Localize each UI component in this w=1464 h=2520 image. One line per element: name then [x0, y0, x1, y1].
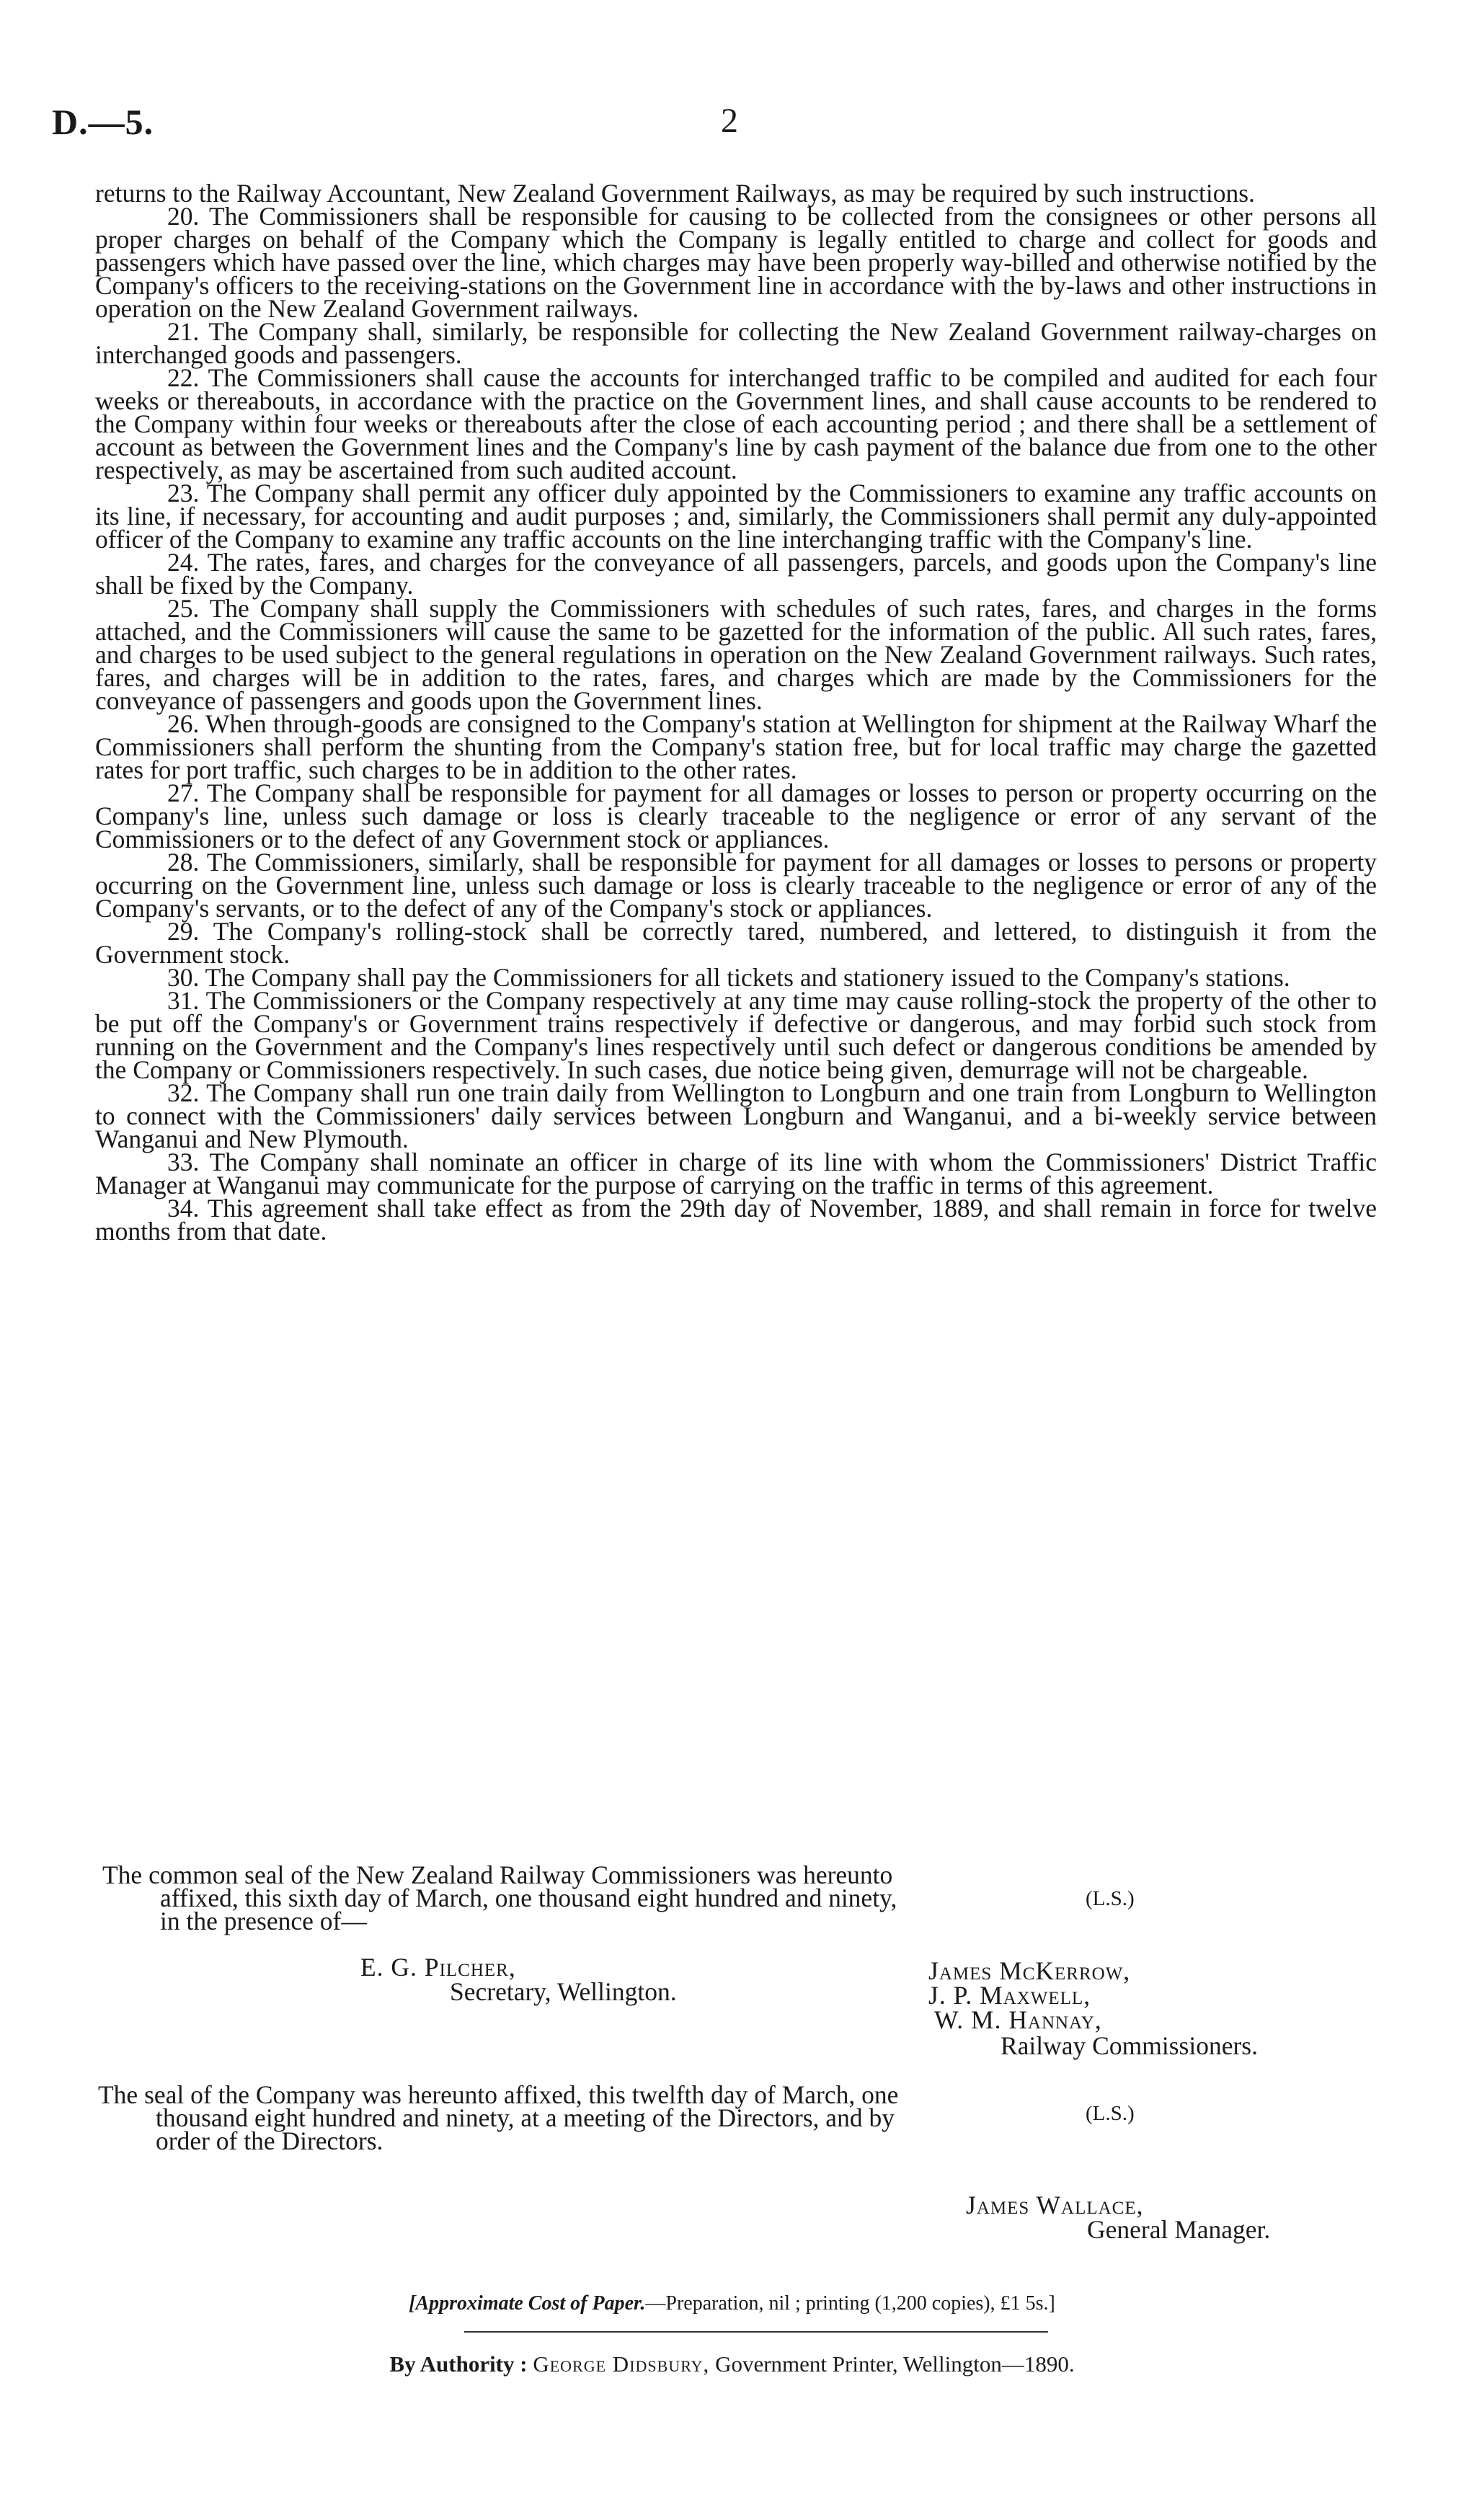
clause-32: 32. The Company shall run one train daily from Wellington to Longburn and one train from Longburn to Wellington to connect with the Commissioners' daily services between Longburn and Wanganui, and a bi-weekly service between Wanganui and New Plymouth. [95, 1078, 1377, 1153]
footer-divider [464, 2331, 1048, 2333]
clause-26: 26. When through-goods are consigned to the Company's station at Wellington for shipment at the Railway Wharf the Commissioners shall perform the shunting from the Company's station free, but for local traffic may charge the gazetted rates for port traffic, such charges to be in addition to the other rates. [95, 709, 1377, 784]
signatory-hannay: W. M. Hannay, [934, 2005, 1102, 2034]
clause-25: 25. The Company shall supply the Commissioners with schedules of such rates, fares, and charges in the forms attached, and the Commissioners will cause the same to be gazetted for the information of the public. All such rates, fares, and charges to be used subject to the general regulations in operation on the New Zealand Government railways. Such rates, fares, and charges will be in addition to the rates, fares, and charges which are made by the Commissioners for the conveyance of passengers and goods upon the Government lines. [95, 594, 1377, 715]
commissioners-seal-text: The common seal of the New Zealand Railway Commissioners was hereunto affixed, this sixth day of March, one thousand eight hundred and ninety, in the presence of— [102, 1860, 897, 1935]
clause-21: 21. The Company shall, similarly, be responsible for collecting the New Zealand Government railway-charges on interchanged goods and passengers. [95, 317, 1377, 369]
clause-31: 31. The Commissioners or the Company respectively at any time may cause rolling-stock the property of the other to be put off the Company's or Government trains respectively if defective or dangerous, and may forbid such stock from running on the Government and the Company's lines respectively until such defect or dangerous conditions be amended by the Company or Commissioners respectively. In such cases, due notice being given, demurrage will not be chargeable. [95, 986, 1377, 1084]
commissioners-ls-mark: (L.S.) [1086, 1887, 1135, 1910]
witness-name: E. G. Pilcher, [360, 1953, 516, 1982]
railway-commissioners-title: Railway Commissioners. [1001, 2031, 1258, 2060]
approximate-cost-note [0, 2292, 1464, 2315]
clause-33: 33. The Company shall nominate an officer in charge of its line with whom the Commissioners' District Traffic Manager at Wanganui may communicate for the purpose of carrying on the traffic in terms of this agreement. [95, 1148, 1377, 1199]
authority-text: Government Printer, Wellington—1890. [715, 2351, 1075, 2377]
clause-22: 22. The Commissioners shall cause the accounts for interchanged traffic to be compiled and audited for each four weeks or thereabouts, in accordance with the practice on the Government lines, and shall cause accounts to be rendered to the Company within four weeks or thereabouts after the close of each accounting period ; and there shall be a settlement of account as between the Government lines and the Company's line by cash payment of the balance due from one to the other respectively, as may be ascertained from such audited account. [95, 363, 1377, 484]
agreement-clauses [95, 179, 1377, 1246]
clause-20: 20. The Commissioners shall be responsible for causing to be collected from the consignees or other persons all proper charges on behalf of the Company which the Company is legally entitled to charge and collect for goods and passengers which have passed over the line, which charges may have been properly way-billed and otherwise notified by the Company's officers to the receiving-stations on the Government line in accordance with the by-laws and other instructions in operation on the New Zealand Government railways. [95, 202, 1377, 323]
printer-authority-line [0, 2351, 1464, 2377]
document-code: D.—5. [52, 102, 154, 142]
signatory-mckerrow: James McKerrow, [928, 1956, 1131, 1985]
clause-28: 28. The Commissioners, similarly, shall be responsible for payment for all damages or losses to persons or property occurring on the Government line, unless such damage or loss is clearly traceable to the negligence or error of any of the Company's servants, or to the defect of any of the Company's stock or appliances. [95, 848, 1377, 923]
clause-30: 30. The Company shall pay the Commissioners for all tickets and stationery issued to the Company's stations. [167, 963, 1290, 992]
page-number: 2 [721, 102, 738, 140]
signatory-wallace: James Wallace, [966, 2191, 1144, 2219]
clause-23: 23. The Company shall permit any officer duly appointed by the Commissioners to examine any traffic accounts on its line, if necessary, for accounting and audit purposes ; and, similarly, the Commissioners shall permit any duly-appointed officer of the Company to examine any traffic accounts on the line interchanging traffic with the Company's line. [95, 479, 1377, 554]
witness-title: Secretary, Wellington. [450, 1977, 677, 2006]
clause-34: 34. This agreement shall take effect as from the 29th day of November, 1889, and shall remain in force for twelve months from that date. [95, 1194, 1377, 1246]
general-manager-title: General Manager. [1087, 2215, 1271, 2244]
clause-continuation: returns to the Railway Accountant, New Zealand Government Railways, as may be required by such instructions. [95, 179, 1255, 208]
cost-label: [Approximate Cost of Paper. [409, 2292, 646, 2315]
clause-24: 24. The rates, fares, and charges for the conveyance of all passengers, parcels, and goods upon the Company's line shall be fixed by the Company. [95, 548, 1377, 600]
company-ls-mark: (L.S.) [1086, 2102, 1135, 2125]
cost-text: —Preparation, nil ; printing (1,200 copies), £1 5s.] [645, 2292, 1055, 2315]
clause-29: 29. The Company's rolling-stock shall be correctly tared, numbered, and lettered, to distinguish it from the Government stock. [95, 917, 1377, 969]
printer-name: George Didsbury, [533, 2351, 710, 2377]
signatory-maxwell: J. P. Maxwell, [928, 1981, 1091, 2010]
clause-27: 27. The Company shall be responsible for payment for all damages or losses to person or property occurring on the Company's line, unless such damage or loss is clearly traceable to the negligence or error of any servant of the Commissioners or to the defect of any Government stock or appliances. [95, 778, 1377, 853]
company-seal-text: The seal of the Company was hereunto affixed, this twelfth day of March, one thousand eight hundred and ninety, at a meeting of the Directors, and by order of the Directors. [98, 2080, 899, 2155]
authority-label: By Authority : [389, 2351, 528, 2377]
